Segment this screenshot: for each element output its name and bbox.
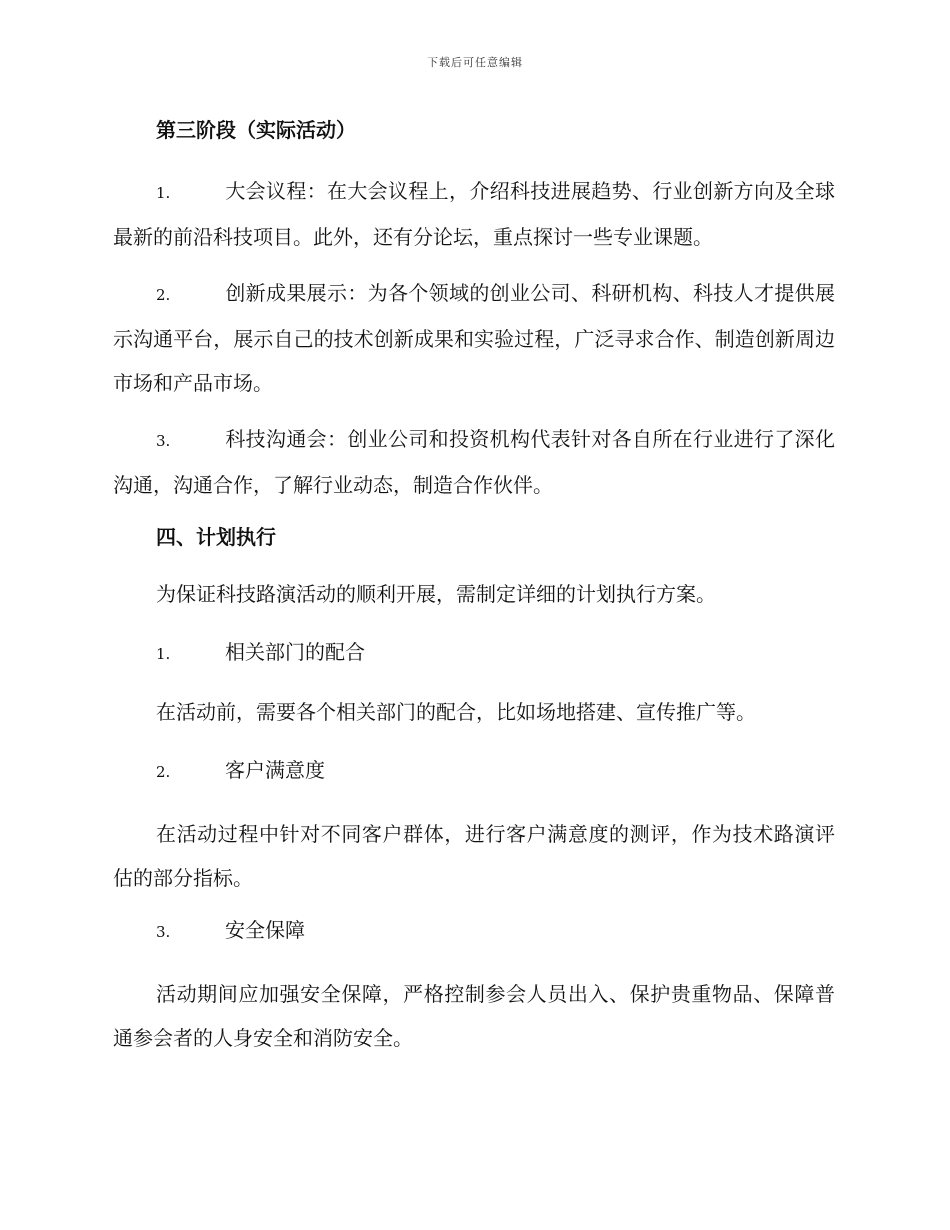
- section3-item-3: [113, 417, 835, 507]
- section4-intro: 为保证科技路演活动的顺利开展，需制定详细的计划执行方案。: [156, 582, 716, 606]
- section4-item-3-text: 活动期间应加强安全保障，严格控制参会人员出入、保护贵重物品、保障普通参会者的人身安全和消防安全。: [113, 982, 835, 1050]
- section3-item-2: [113, 271, 835, 405]
- item-title: 客户满意度: [225, 758, 325, 782]
- item-number: 1.: [156, 184, 171, 202]
- document-body: [113, 112, 835, 1072]
- item-number: 3.: [156, 923, 171, 941]
- item-text: 科技沟通会：创业公司和投资机构代表针对各自所在行业进行了深化沟通，沟通合作，了解行业动态，制造合作伙伴。: [113, 427, 835, 497]
- section4-item-1-title: [113, 634, 835, 672]
- item-number: 2.: [156, 286, 171, 304]
- section4-item-1-text: 在活动前，需要各个相关部门的配合，比如场地搭建、宣传推广等。: [156, 700, 756, 724]
- section3-item-1: [113, 169, 835, 259]
- item-text: 创新成果展示：为各个领域的创业公司、科研机构、科技人才提供展示沟通平台，展示自己的技术创新成果和实验过程，广泛寻求合作、制造创新周边市场和产品市场。: [113, 281, 835, 395]
- header-note: 下载后可任意编辑: [427, 56, 523, 69]
- item-text: 大会议程：在大会议程上，介绍科技进展趋势、行业创新方向及全球最新的前沿科技项目。此外，还有分论坛，重点探讨一些专业课题。: [113, 179, 835, 249]
- item-number: 3.: [156, 432, 171, 450]
- section3-heading: 第三阶段（实际活动）: [156, 118, 356, 142]
- item-title: 相关部门的配合: [225, 640, 365, 664]
- item-number: 1.: [156, 645, 171, 663]
- item-title: 安全保障: [225, 918, 305, 942]
- item-number: 2.: [156, 763, 171, 781]
- section4-item-2-title: [113, 752, 835, 790]
- section4-heading: 四、计划执行: [156, 525, 276, 549]
- section4-item-2-text: 在活动过程中针对不同客户群体，进行客户满意度的测评，作为技术路演评估的部分指标。: [113, 822, 835, 890]
- section4-item-3-title: [113, 912, 835, 950]
